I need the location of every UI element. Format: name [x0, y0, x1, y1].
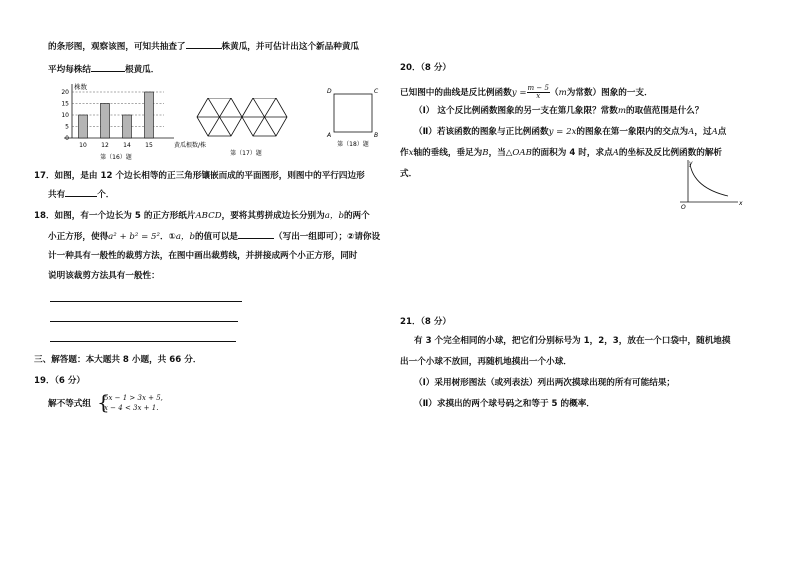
q20-text-c: 为常数）图象的一支． [566, 88, 653, 98]
q20-p2-text-b: 的图象在第一象限内的交点为 [576, 127, 689, 137]
q19-brace: { [97, 390, 110, 414]
q19-ineq-2: x − 4 < 3x + 1. [104, 404, 159, 412]
fig16-ytick: 20 [61, 89, 69, 96]
q19-text: 解不等式组 [48, 399, 91, 409]
q17-text-a: 共有 [48, 190, 66, 200]
fig18-label-d: D [327, 88, 332, 95]
fig16-ytick: 10 [61, 112, 69, 119]
fig16-bar [79, 115, 88, 138]
q20-title: 20．（8 分） [400, 63, 452, 73]
fig16-xlabel: 黄瓜根数/株 [174, 142, 207, 149]
q20-p1-text-a: （Ⅰ） 这个反比例函数图象的另一支在第几象限？常数 [414, 106, 618, 116]
q18-line1 [34, 210, 370, 222]
q20-func-numerator: m − 5 [527, 84, 549, 92]
q20-p2e-text-e: 的坐标及反比例函数的解析 [618, 148, 723, 158]
q16-blank-2[interactable] [91, 63, 125, 72]
q20-part1 [414, 105, 703, 117]
q20-text-a: 已知图中的曲线是反比例函数 [400, 88, 512, 98]
q20-p2e-triangle: △OAB [505, 148, 532, 158]
fig18-label-a: A [327, 132, 332, 139]
q18-answer-line-3[interactable] [50, 341, 236, 342]
fig20-curve [690, 164, 728, 196]
q18-line3: 计一种具有一般性的裁剪方法，在图中画出裁剪线，并拼接成两个小正方形，同时 [48, 251, 358, 261]
fig16-xtick: 15 [145, 142, 153, 149]
q16-text-a: 的条形图，观察该图，可知共抽查了 [48, 42, 186, 52]
q20-part2-line2 [400, 147, 722, 159]
q21-part1: （Ⅰ）采用树形图法（或列表法）列出两次摸球出现的所有可能结果； [414, 378, 676, 388]
fig16-ylabel: 株数 [74, 83, 87, 91]
q18-answer-line-2[interactable] [50, 321, 238, 322]
q16-line1 [48, 40, 359, 53]
fig20-x-label: x [739, 200, 743, 207]
q20-p2-text-d: 点 [717, 127, 727, 137]
q16-line2 [48, 63, 159, 76]
q20-func-lhs: y = [511, 88, 527, 98]
q17-text-b: 个． [97, 190, 115, 200]
fig17-caption: 第（17）题 [230, 150, 262, 157]
q20-p2e-text-a: 作 [400, 148, 409, 158]
q20-func-fraction [527, 85, 550, 100]
fig16-xtick: 10 [79, 142, 87, 149]
q20-line1 [400, 85, 653, 100]
q20-p2e-b-point: B [482, 148, 489, 158]
fig17-tessellation [190, 98, 310, 162]
fig20-y-label: y [689, 160, 693, 167]
q18-text-e: ．① [159, 232, 176, 242]
section-3-heading: 三、解答题：本大题共 8 小题，共 66 分． [34, 355, 202, 365]
q20-p2e-x: x [408, 148, 414, 158]
q20-p2-text-c: ，过 [694, 127, 712, 137]
q20-m: m [558, 88, 567, 98]
q20-p2-a: A [688, 127, 695, 137]
fig16-xtick: 14 [123, 142, 131, 149]
q18-text-f: 的值可以是 [195, 232, 239, 242]
q20-p1-m: m [617, 106, 627, 116]
fig16-bar [123, 115, 132, 138]
q20-part2-line3: 式． [400, 169, 418, 179]
fig16-ytick: 15 [61, 100, 69, 108]
q17-line2 [48, 188, 114, 201]
q20-p1-text-b: 的取值范围是什么？ [626, 106, 704, 116]
q20-func-denominator: x [536, 92, 541, 100]
q20-p2-a-2: A [711, 127, 718, 137]
q18-text-c: 的两个 [343, 211, 370, 221]
q20-p2-func: y = 2x [548, 127, 577, 137]
q20-p2e-text-d: 的面积为 4 时，求点 [531, 148, 613, 158]
fig16-bar [145, 92, 154, 138]
q20-p2e-text-b: 轴的垂线，垂足为 [413, 148, 483, 158]
q20-p2e-a-point: A [612, 148, 619, 158]
q18-blank[interactable] [238, 230, 274, 239]
q18-text-g: （写出一组即可）；②请你设 [274, 232, 381, 242]
q20-p2-text-a: （Ⅱ）若该函数的图象与正比例函数 [414, 127, 549, 137]
q18-line2 [48, 230, 380, 243]
fig16-ytick: 5 [65, 123, 69, 131]
q18-answer-line-1[interactable] [50, 301, 242, 302]
fig18-square [324, 86, 384, 148]
fig16-caption: 第（16）题 [100, 154, 132, 161]
fig16-xtick: 12 [101, 142, 109, 149]
q18-text-d: 小正方形，使得 [48, 232, 109, 242]
q18-abcd: ABCD [195, 211, 222, 221]
q16-text-c: 平均每株结 [48, 65, 91, 75]
q20-text-b: （ [549, 88, 559, 98]
q20-part2-line1 [414, 126, 726, 138]
q20-p2e-text-c: ，当 [488, 148, 506, 158]
q16-text-d: 根黄瓜． [124, 65, 160, 75]
q19-title: 19．（6 分） [34, 376, 86, 386]
fig20-hyperbola [676, 158, 746, 212]
q21-line2: 出一个小球不放回，再随机地摸出一个小球． [400, 357, 572, 367]
fig20-origin-label: O [681, 204, 686, 211]
fig18-caption: 第（18）题 [337, 141, 369, 148]
q21-line1: 有 3 个完全相同的小球，把它们分别标号为 1，2，3，放在一个口袋中，随机地摸 [414, 336, 731, 346]
q21-part2: （Ⅱ）求摸出的两个球号码之和等于 5 的概率． [414, 399, 595, 409]
fig16-ytick: 0 [65, 135, 69, 142]
q18-formula: a² + b² = 5² [108, 232, 160, 242]
q21-title: 21．（8 分） [400, 317, 452, 327]
q18-ab: a，b [324, 211, 344, 221]
q17-line1: 17．如图，是由 12 个边长相等的正三角形镶嵌而成的平面图形，则图中的平行四边形 [34, 171, 365, 181]
q16-blank-1[interactable] [186, 40, 222, 49]
fig18-label-b: B [374, 132, 379, 139]
fig18-square-shape [334, 94, 372, 132]
q18-ab-2: a，b [175, 232, 196, 242]
q17-blank[interactable] [65, 188, 97, 197]
q19-ineq-1: 5x − 1 > 3x + 5, [104, 394, 163, 402]
fig16-bar [101, 104, 110, 139]
q18-text-b: ，要将其剪拼成边长分别为 [221, 211, 325, 221]
q18-text-a: 18．如图，有一个边长为 5 的正方形纸片 [34, 211, 196, 221]
q18-line4: 说明该裁剪方法具有一般性： [48, 271, 160, 281]
q16-text-b: 株黄瓜，并可估计出这个新品种黄瓜 [221, 42, 360, 52]
fig18-label-c: C [374, 88, 379, 95]
